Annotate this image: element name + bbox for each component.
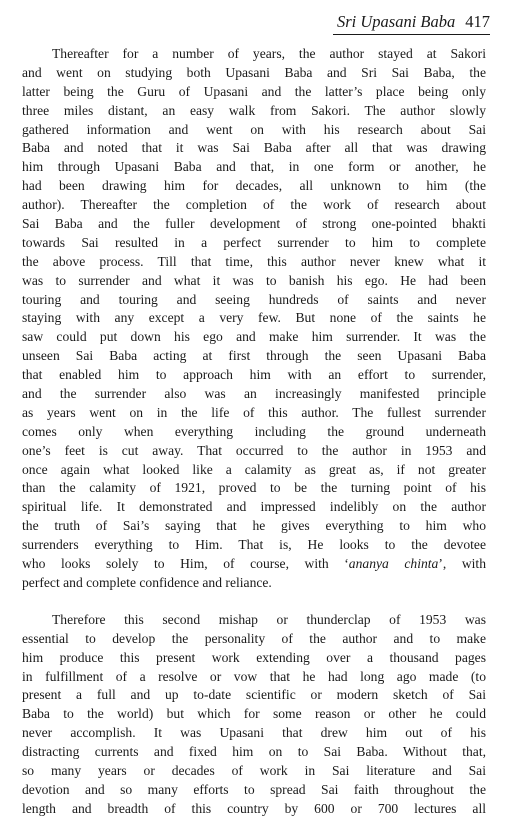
text-line: latter being the Guru of Upasani and the latter’s place being only	[22, 83, 486, 99]
text-line: was to surrender and what it was to banish his ego. He had been	[22, 272, 486, 288]
text-line: three miles distant, an easy walk from Sakori. The author slowly	[22, 102, 486, 118]
running-header	[337, 12, 490, 32]
text-line: Baba to the world) but which for some reason or other he could	[22, 706, 486, 722]
text-line: that enabled him to approach him with an effort to surrender,	[22, 367, 486, 383]
text-line: Sai Baba and the fuller development of strong one-pointed bhakti	[22, 216, 486, 232]
text-line: comes only when everything including the ground underneath	[22, 423, 486, 439]
text-line: distracting currents and fixed him on to Sai Baba. Without that,	[22, 744, 486, 760]
text-line: Thereafter for a number of years, the author stayed at Sakori	[52, 46, 486, 61]
text-line: gathered information and went on with his research about Sai	[22, 121, 486, 137]
running-head-title: Sri Upasani Baba	[336, 12, 456, 31]
text-line: length and breadth of this country by 600 or 700 lectures all	[22, 800, 486, 816]
text-line: the truth of Sai’s saying that he gives everything to him who	[22, 518, 486, 534]
text-line: never accomplish. It was Upasani that drew him out of his	[22, 725, 486, 741]
text-line: devotion and so many efforts to spread Sai faith throughout the	[22, 781, 486, 797]
text-line: Therefore this second mishap or thunderclap of 1953 was	[52, 611, 486, 627]
text-line: one’s feet is cut away. That occurred to the author in 1953 and	[22, 442, 486, 458]
text-line: staying with any except a very few. But none of the saints he	[22, 310, 486, 326]
body-text	[22, 45, 486, 819]
paragraph-1	[22, 45, 486, 593]
text-line: once again what looked like a calamity as great as, if not greater	[22, 461, 486, 477]
text-line: than the calamity of 1921, proved to be the turning point of his	[22, 480, 486, 496]
paragraph-2	[22, 611, 486, 819]
text-line: him produce this present work extending over a thousand pages	[22, 649, 486, 665]
italic-term: ananya chinta	[348, 556, 439, 572]
text-line: spiritual life. It demonstrated and impressed indelibly on the author	[22, 499, 486, 515]
header-rule	[333, 34, 490, 35]
text-line: who looks solely to Him, of course, with ‘ananya chinta’, with	[22, 556, 487, 572]
text-line: touring and touring and seeing hundreds of saints and never	[22, 291, 486, 307]
text-line: towards Sai resulted in a perfect surrender to him to complete	[22, 234, 486, 250]
text-line: as years went on in the life of this author. The fullest surrender	[22, 404, 486, 420]
text-line: surrenders everything to Him. That is, He looks to the devotee	[22, 537, 486, 553]
text-line: essential to develop the personality of the author and to make	[22, 630, 486, 646]
text-line: the above process. Till that time, this author never knew what it	[22, 253, 486, 269]
text-line: so many years or decades of work in Sai literature and Sai	[22, 762, 486, 778]
text-line: and went on studying both Upasani Baba and Sri Sai Baba, the	[22, 64, 486, 80]
text-line: perfect and complete confidence and reliance.	[22, 574, 272, 590]
text-line: saw could put down his ego and make him surrender. It was the	[22, 329, 486, 345]
text-line: unseen Sai Baba acting at first through the seen Upasani Baba	[22, 348, 486, 364]
page-number: 417	[465, 12, 490, 31]
text-line: had been drawing him for decades, all unknown to him (the	[22, 178, 486, 194]
text-line: author). Thereafter the completion of the work of research about	[22, 197, 486, 213]
text-line: him through Upasani Baba and that, in one form or another, he	[22, 159, 486, 175]
text-line: and the surrender also was an increasingly manifested principle	[22, 386, 486, 402]
text-line: present a full and up to-date scientific or modern sketch of Sai	[22, 687, 486, 703]
text-line: Baba and noted that it was Sai Baba after all that was drawing	[22, 140, 486, 156]
text-line: in fulfillment of a resolve or vow that he had long ago made (to	[22, 668, 486, 684]
